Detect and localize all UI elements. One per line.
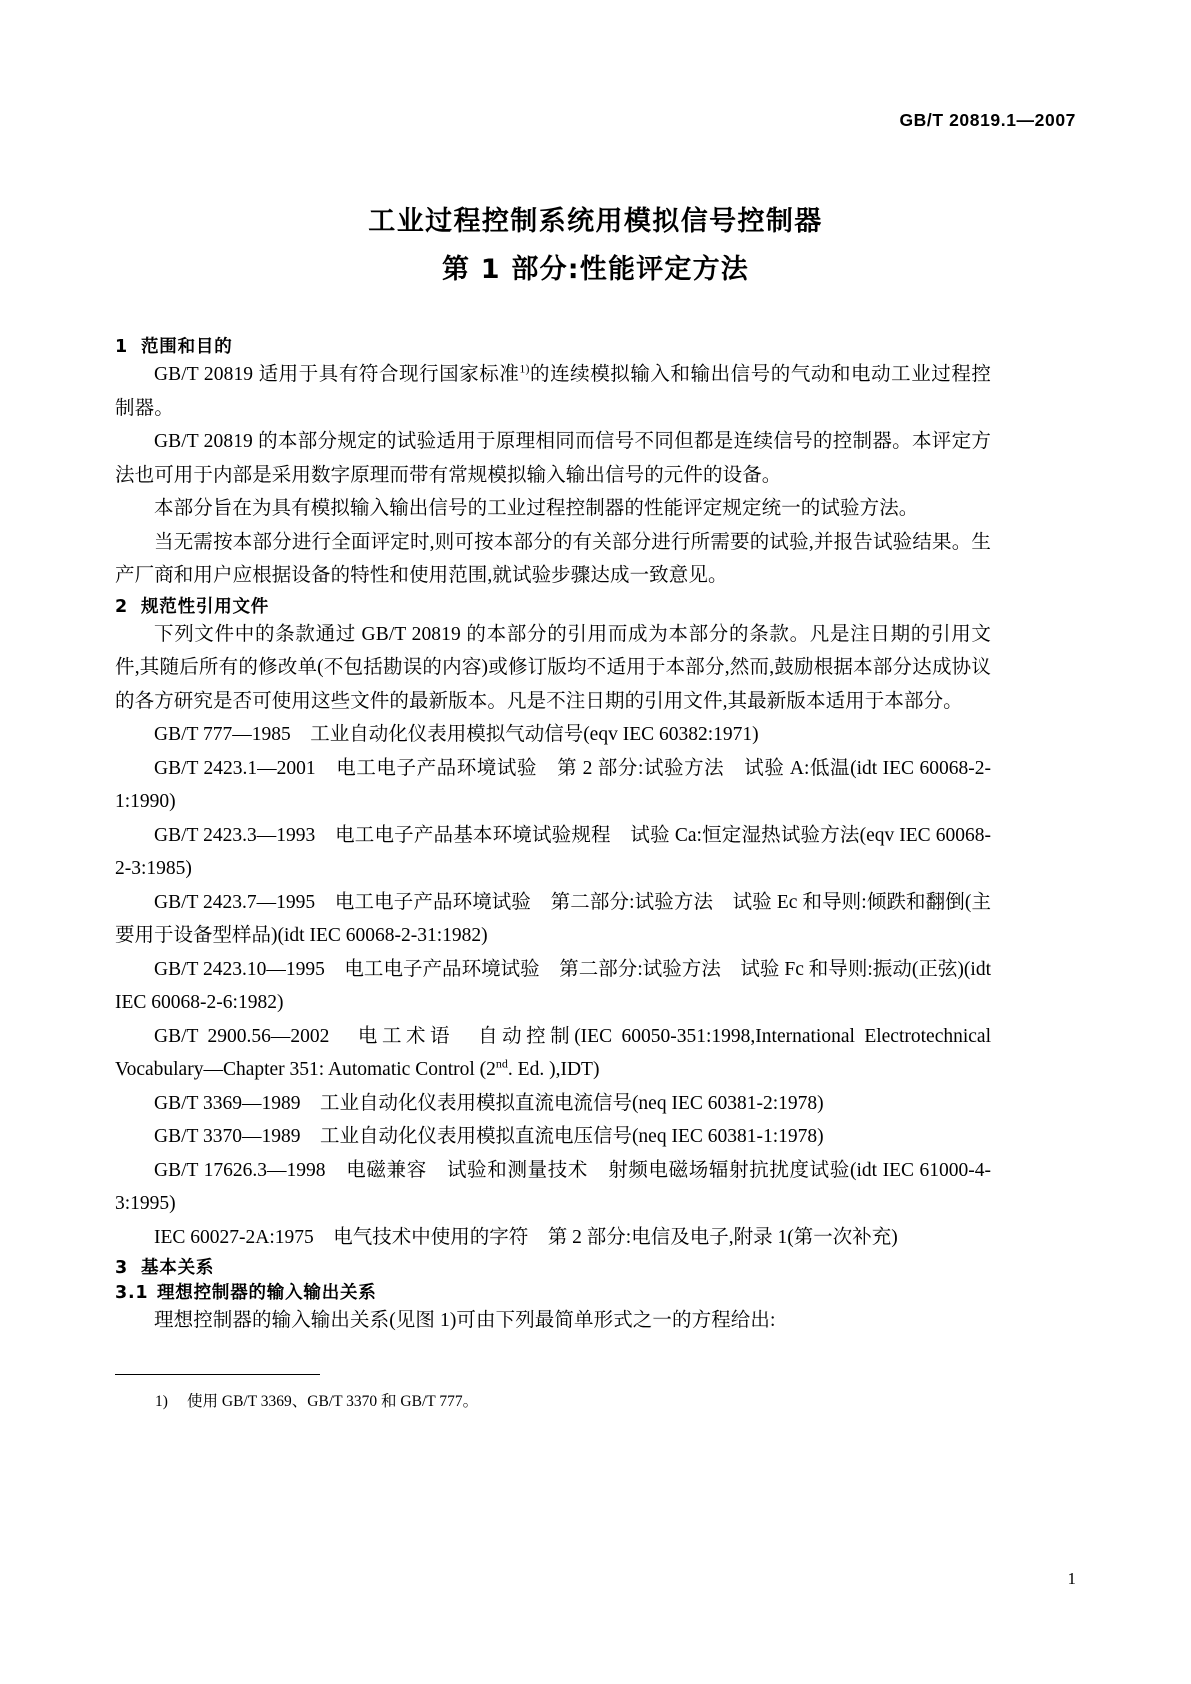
paragraph-1-2: GB/T 20819 的本部分规定的试验适用于原理相同而信号不同但都是连续信号的控制器。本评定方法也可用于内部是采用数字原理而带有常规模拟输入输出信号的元件的设备。 [115, 431, 991, 486]
section-title-2: 规范性引用文件 [141, 596, 270, 617]
title-line-1: 工业过程控制系统用模拟信号控制器 [368, 206, 823, 237]
paragraph-1-1-after-note: 的连续模拟输入和输出信号的气动和电动工业过程控制器。 [115, 364, 991, 419]
footnote-text: 使用 GB/T 3369、GB/T 3370 和 GB/T 777。 [187, 1393, 479, 1410]
section-number-3: 3 [115, 1258, 128, 1278]
reference-item-vocabulary [115, 1020, 991, 1087]
section-number-2: 2 [115, 596, 128, 617]
document-title [115, 198, 1076, 294]
section-title-3-1: 理想控制器的输入输出关系 [157, 1283, 377, 1303]
document-body [115, 333, 991, 1338]
title-line-2: 第 1 部分:性能评定方法 [442, 254, 749, 285]
reference-item: IEC 60027-2A:1975 电气技术中使用的字符 第 2 部分:电信及电子,附录 1(第一次补充) [154, 1226, 898, 1248]
section-title-3: 基本关系 [141, 1258, 215, 1278]
paragraph-1-3: 本部分旨在为具有模拟输入输出信号的工业过程控制器的性能评定规定统一的试验方法。 [154, 498, 919, 519]
standard-code: GB/T 20819.1—2007 [899, 110, 1076, 130]
section-title-1: 范围和目的 [141, 337, 233, 357]
reference-vocabulary-suffix: . Ed. ),IDT) [507, 1059, 600, 1080]
section-heading-2 [115, 593, 991, 618]
section-heading-3-1 [115, 1279, 991, 1304]
page-number: 1 [1067, 1569, 1076, 1588]
footnote-number: 1) [155, 1393, 168, 1410]
paragraph-1-4: 当无需按本部分进行全面评定时,则可按本部分的有关部分进行所需要的试验,并报告试验结果。生产厂商和用户应根据设备的特性和使用范围,就试验步骤达成一致意见。 [115, 531, 991, 586]
section-number-3-1: 3.1 [115, 1283, 149, 1303]
reference-vocabulary-prefix: GB/T 2900.56—2002 电工术语 自动控制(IEC 60050-351:1998,International Electrotechnical Vocabulary—Chapter 351: Automatic Control (2 [115, 1025, 991, 1080]
ordinal-superscript: nd [495, 1056, 508, 1071]
reference-item: GB/T 3370—1989 工业自动化仪表用模拟直流电压信号(neq IEC 60381-1:1978) [154, 1126, 824, 1147]
running-header [0, 110, 1076, 131]
paragraph-3-1-1: 理想控制器的输入输出关系(见图 1)可由下列最简单形式之一的方程给出: [154, 1310, 776, 1331]
reference-item: GB/T 777—1985 工业自动化仪表用模拟气动信号(eqv IEC 60382:1971) [154, 724, 759, 745]
footnote [155, 1390, 915, 1414]
reference-item: GB/T 17626.3—1998 电磁兼容 试验和测量技术 射频电磁场辐射抗扰度试验(idt IEC 61000-4-3:1995) [115, 1159, 991, 1214]
paragraph-2-1: 下列文件中的条款通过 GB/T 20819 的本部分的引用而成为本部分的条款。凡是注日期的引用文件,其随后所有的修改单(不包括勘误的内容)或修订版均不适用于本部分,然而,鼓励根据本部分达成协议的各方研究是否可使用这些文件的最新版本。凡是不注日期的引用文件,其最新版本适用于本部分。 [115, 623, 991, 712]
paragraph-1-1-before-note: GB/T 20819 适用于具有符合现行国家标准 [154, 364, 520, 385]
reference-item: GB/T 2423.10—1995 电工电子产品环境试验 第二部分:试验方法 试验 Fc 和导则:振动(正弦)(idt IEC 60068-2-6:1982) [115, 958, 991, 1013]
paragraph-1-1 [115, 358, 991, 425]
section-heading-3 [115, 1254, 991, 1279]
section-heading-1 [115, 333, 991, 358]
footnote-marker: 1) [519, 361, 530, 376]
reference-item: GB/T 3369—1989 工业自动化仪表用模拟直流电流信号(neq IEC 60381-2:1978) [154, 1092, 824, 1114]
section-number-1: 1 [115, 337, 128, 357]
reference-item: GB/T 2423.3—1993 电工电子产品基本环境试验规程 试验 Ca:恒定湿热试验方法(eqv IEC 60068-2-3:1985) [115, 824, 991, 879]
reference-item: GB/T 2423.7—1995 电工电子产品环境试验 第二部分:试验方法 试验 Ec 和导则:倾跌和翻倒(主要用于设备型样品)(idt IEC 60068-2-31:1982) [115, 891, 991, 946]
reference-item: GB/T 2423.1—2001 电工电子产品环境试验 第 2 部分:试验方法 试验 A:低温(idt IEC 60068-2-1:1990) [115, 757, 991, 812]
footnote-separator [115, 1374, 320, 1375]
